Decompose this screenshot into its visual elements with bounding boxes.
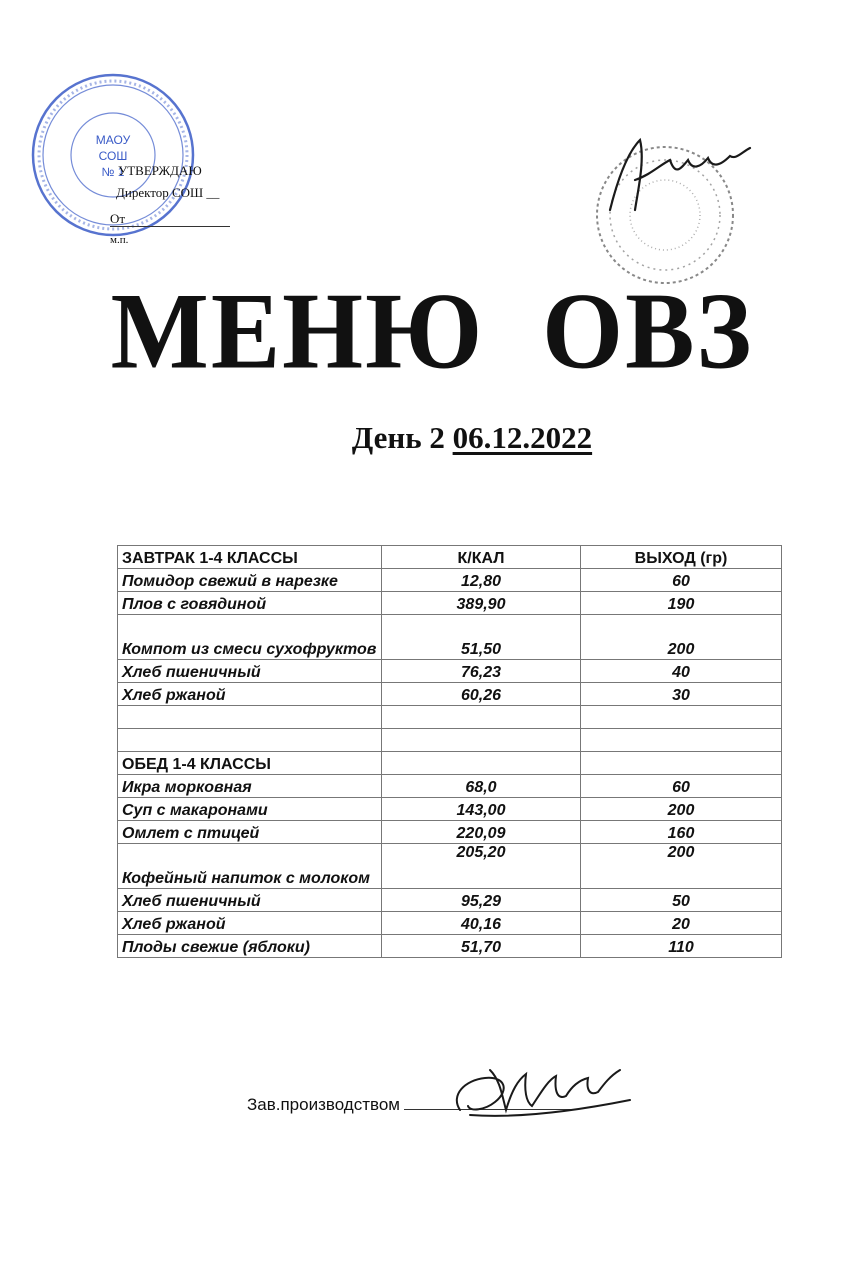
dish-output: 110 xyxy=(581,935,782,958)
column-header-meal: ЗАВТРАК 1-4 КЛАССЫ xyxy=(118,546,382,569)
dish-output: 200 xyxy=(581,798,782,821)
dish-kcal: 60,26 xyxy=(382,683,581,706)
dish-output: 40 xyxy=(581,660,782,683)
dish-name: Хлеб пшеничный xyxy=(118,889,382,912)
table-row xyxy=(118,592,782,615)
dish-output: 50 xyxy=(581,889,782,912)
dish-name: Помидор свежий в нарезке xyxy=(118,569,382,592)
svg-text:МАОУ: МАОУ xyxy=(95,133,131,147)
table-row xyxy=(118,844,782,889)
table-header-row xyxy=(118,546,782,569)
table-row xyxy=(118,569,782,592)
dish-output: 60 xyxy=(581,775,782,798)
column-header-output: ВЫХОД (гр) xyxy=(581,546,782,569)
table-row xyxy=(118,935,782,958)
dish-name: Икра морковная xyxy=(118,775,382,798)
dish-kcal: 12,80 xyxy=(382,569,581,592)
dish-output: 30 xyxy=(581,683,782,706)
dish-name: Плов с говядиной xyxy=(118,592,382,615)
approval-mp: м.п. xyxy=(110,234,129,246)
table-row xyxy=(118,912,782,935)
dish-name: Суп с макаронами xyxy=(118,798,382,821)
footer-label: Зав.производством xyxy=(247,1095,400,1114)
dish-kcal: 68,0 xyxy=(382,775,581,798)
dish-kcal: 205,20 xyxy=(382,844,581,889)
table-row xyxy=(118,660,782,683)
dish-output: 190 xyxy=(581,592,782,615)
approval-from: От xyxy=(110,208,230,227)
table-row xyxy=(118,615,782,660)
approval-title: УТВЕРЖДАЮ xyxy=(118,163,202,178)
approval-director: Директор СОШ __ xyxy=(116,185,220,200)
table-row xyxy=(118,775,782,798)
table-row xyxy=(118,798,782,821)
empty-row xyxy=(118,729,782,752)
dish-name: Хлеб ржаной xyxy=(118,912,382,935)
day-label: День 2 xyxy=(351,420,445,455)
dish-kcal: 51,50 xyxy=(382,615,581,660)
dish-output: 200 xyxy=(581,844,782,889)
dish-kcal: 95,29 xyxy=(382,889,581,912)
dish-name: Омлет с птицей xyxy=(118,821,382,844)
empty-row xyxy=(118,706,782,729)
dish-name: Кофейный напиток с молоком xyxy=(118,844,382,889)
table-row xyxy=(118,683,782,706)
dish-output: 160 xyxy=(581,821,782,844)
dish-output: 200 xyxy=(581,615,782,660)
svg-text:СОШ: СОШ xyxy=(98,149,128,163)
table-row xyxy=(118,889,782,912)
dish-kcal: 40,16 xyxy=(382,912,581,935)
dish-name: Компот из смеси сухофруктов xyxy=(118,615,382,660)
day-heading xyxy=(0,420,864,456)
page-title: МЕНЮ ОВЗ xyxy=(110,271,754,392)
menu-date: 06.12.2022 xyxy=(452,420,593,455)
table-row xyxy=(118,821,782,844)
dish-output: 20 xyxy=(581,912,782,935)
menu-table xyxy=(117,545,782,958)
svg-text:№ 1: № 1 xyxy=(101,165,125,179)
dish-name: Плоды свежие (яблоки) xyxy=(118,935,382,958)
column-header-kcal: К/КАЛ xyxy=(382,546,581,569)
signature-top xyxy=(600,130,760,220)
dish-kcal: 220,09 xyxy=(382,821,581,844)
dish-kcal: 51,70 xyxy=(382,935,581,958)
signature-bottom xyxy=(440,1040,640,1130)
dish-name: Хлеб ржаной xyxy=(118,683,382,706)
section-title-lunch: ОБЕД 1-4 КЛАССЫ xyxy=(118,752,382,775)
dish-name: Хлеб пшеничный xyxy=(118,660,382,683)
approval-block xyxy=(110,160,270,251)
dish-kcal: 389,90 xyxy=(382,592,581,615)
section-row-lunch xyxy=(118,752,782,775)
dish-output: 60 xyxy=(581,569,782,592)
dish-kcal: 76,23 xyxy=(382,660,581,683)
dish-kcal: 143,00 xyxy=(382,798,581,821)
